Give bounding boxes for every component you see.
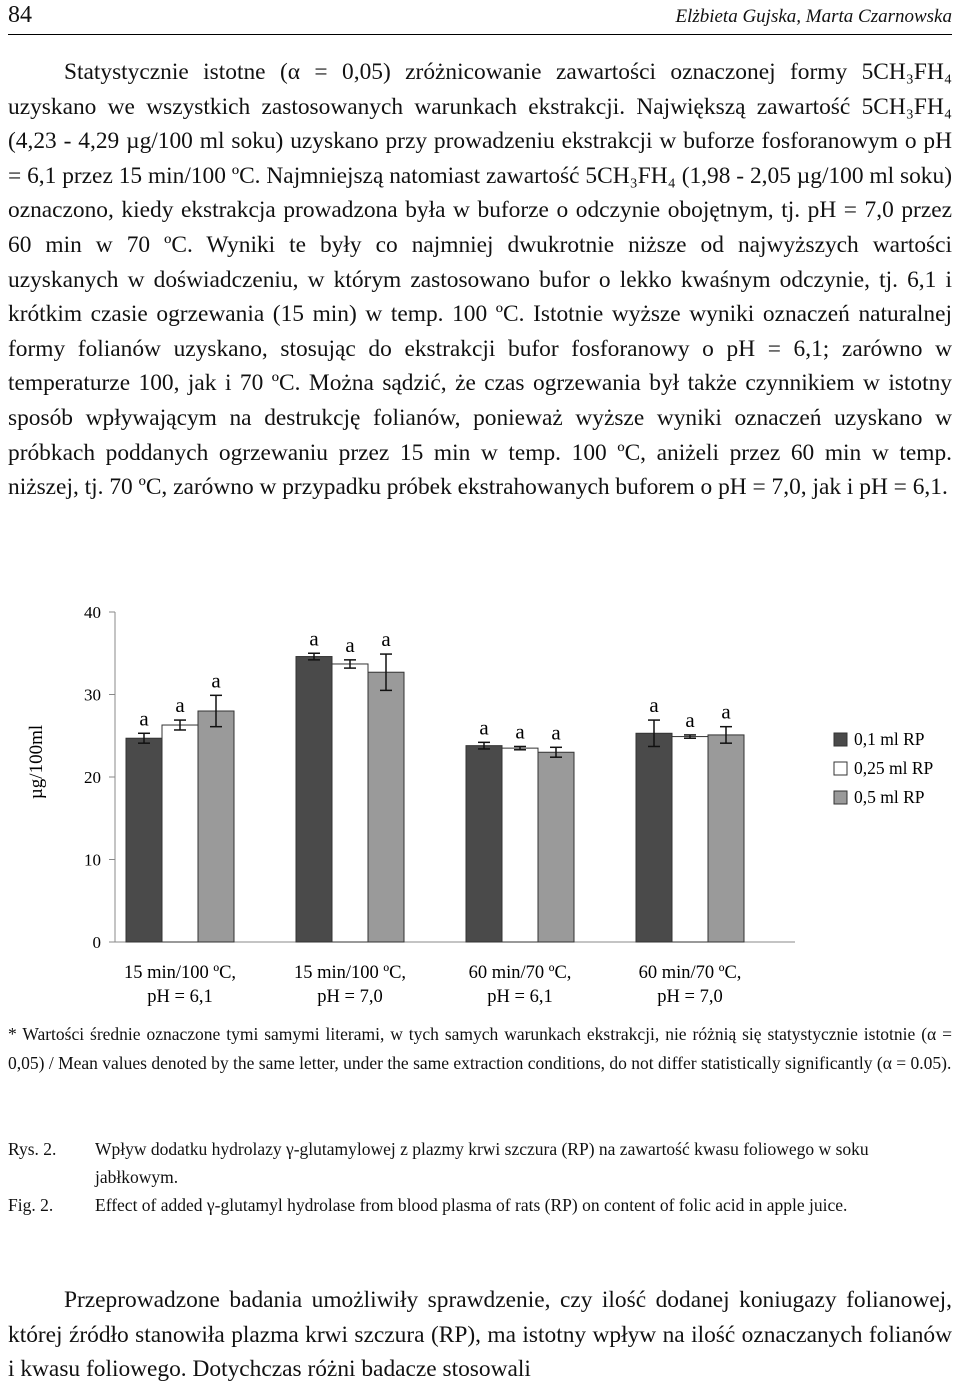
legend-swatch [834, 762, 847, 775]
legend-label: 0,5 ml RP [854, 787, 925, 807]
y-tick-label: 10 [84, 850, 101, 870]
significance-letter: a [551, 720, 561, 745]
bar [538, 752, 574, 942]
bar [296, 657, 332, 942]
bar [368, 672, 404, 942]
x-tick-label: pH = 7,0 [317, 987, 383, 1007]
bar [162, 725, 198, 942]
page-header [8, 0, 952, 35]
bar [332, 664, 368, 942]
bar [672, 737, 708, 942]
bar [502, 748, 538, 942]
bar [198, 711, 234, 942]
significance-letter: a [139, 706, 149, 731]
legend-swatch [834, 791, 847, 804]
y-tick-label: 0 [92, 933, 101, 952]
x-tick-label: pH = 7,0 [657, 987, 723, 1007]
caption-text-pl: Wpływ dodatku hydrolazy γ-glutamylowej z plazmy krwi szczura (RP) na zawartość kwasu foliowego w soku jabłkowym. [95, 1139, 869, 1187]
significance-letter: a [381, 627, 391, 652]
x-tick-label: pH = 6,1 [147, 987, 213, 1007]
significance-letter: a [649, 693, 659, 718]
legend-label: 0,1 ml RP [854, 729, 925, 749]
significance-letter: a [721, 699, 731, 724]
figure-caption [8, 1135, 952, 1219]
figure-note: * Wartości średnie oznaczone tymi samymi literami, w tych samych warunkach ekstrakcji, nie różnią się statystycznie istotnie (α = 0,05) / Mean values denoted by the same letter, under the same extraction conditions, do not differ statistically significantly (α = 0.05). [8, 1024, 952, 1073]
paragraph-text: Przeprowadzone badania umożliwiły sprawdzenie, czy ilość dodanej koniugazy folianowej, której źródło stanowiła plazma krwi szczura (RP), ma istotny wpływ na ilość oznaczanych folianów i kwasu foliowego. Dotychczas różni badacze stosowali [8, 1287, 952, 1383]
y-tick-label: 20 [84, 768, 101, 787]
significance-letter: a [345, 632, 355, 657]
bar [708, 735, 744, 942]
significance-letter: a [515, 719, 525, 744]
y-tick-label: 40 [84, 603, 101, 622]
x-tick-label: pH = 6,1 [487, 987, 553, 1007]
paragraph-text: Statystycznie istotne (α = 0,05) zróżnicowanie zawartości oznaczonej formy 5CH₃FH₄ uzyskano we wszystkich zastosowanych warunkach ekstrakcji. Największą zawartość 5CH₃FH₄ (4,23 - 4,29 µg/100 ml soku) uzyskano przy prowadzeniu ekstrakcji w buforze fosforanowym o pH = 6,1 przez 15 min/100 ºC. Najmniejszą natomiast zawartość 5CH₃FH₄ (1,98 - 2,05 µg/100 ml soku) oznaczono, kiedy ekstrakcja prowadzona była w buforze o odczynie obojętnym, tj. pH = 7,0 przez 60 min w 70 ºC. Wyniki te były co najmniej dwukrotnie niższe od najwyższych wartości uzyskanych w doświadczeniu, w którym zastosowano bufor o lekko kwaśnym odczynie, tj. 6,1 i krótkim czasie ogrzewania (15 min) w temp. 100 ºC. Istotnie wyższe wyniki oznaczeń naturalnej formy folianów uzyskano, stosując do ekstrakcji bufor fosforanowy o pH = 6,1; zarówno w temperaturze 100, jak i 70 ºC. Można sądzić, że czas ogrzewania był także czynnikiem w istotny sposób wpływającym na destrukcję folianów, ponieważ wyższe wyniki oznaczeń uzyskano w próbkach poddanych ogrzewaniu przez 15 min w temp. 100 ºC, aniżeli przez 60 min w temp. niższej, tj. 70 ºC, zarówno w przypadku próbek ekstrahowanych buforem o pH = 7,0, jak i pH = 6,1. [8, 59, 952, 501]
figure-chart [0, 590, 960, 1015]
significance-letter: a [479, 715, 489, 740]
caption-label-pl: Rys. 2. [8, 1139, 57, 1159]
x-tick-label: 15 min/100 ºC, [293, 963, 407, 983]
x-tick-label: 60 min/70 ºC, [638, 963, 742, 983]
caption-polish [8, 1135, 952, 1191]
x-tick-label: 15 min/100 ºC, [123, 963, 237, 983]
legend-label: 0,25 ml RP [854, 758, 934, 778]
bar [126, 738, 162, 942]
body-paragraph-1 [8, 55, 952, 505]
caption-label-en: Fig. 2. [8, 1195, 54, 1215]
y-tick-label: 30 [84, 685, 101, 705]
significance-letter: a [211, 668, 221, 693]
bar [466, 746, 502, 942]
legend-swatch [834, 733, 847, 746]
x-tick-label: 60 min/70 ºC, [468, 963, 572, 983]
significance-letter: a [309, 626, 319, 651]
significance-letter: a [175, 693, 185, 718]
bar-chart [0, 590, 960, 1015]
y-axis-label: µg/100ml [26, 724, 47, 800]
caption-english [8, 1191, 952, 1219]
significance-letter: a [685, 707, 695, 732]
body-paragraph-2 [8, 1283, 952, 1387]
page-number: 84 [8, 2, 32, 28]
bar [636, 733, 672, 942]
caption-text-en: Effect of added γ-glutamyl hydrolase from blood plasma of rats (RP) on content of folic acid in apple juice. [95, 1195, 848, 1215]
running-head-authors: Elżbieta Gujska, Marta Czarnowska [675, 6, 952, 27]
